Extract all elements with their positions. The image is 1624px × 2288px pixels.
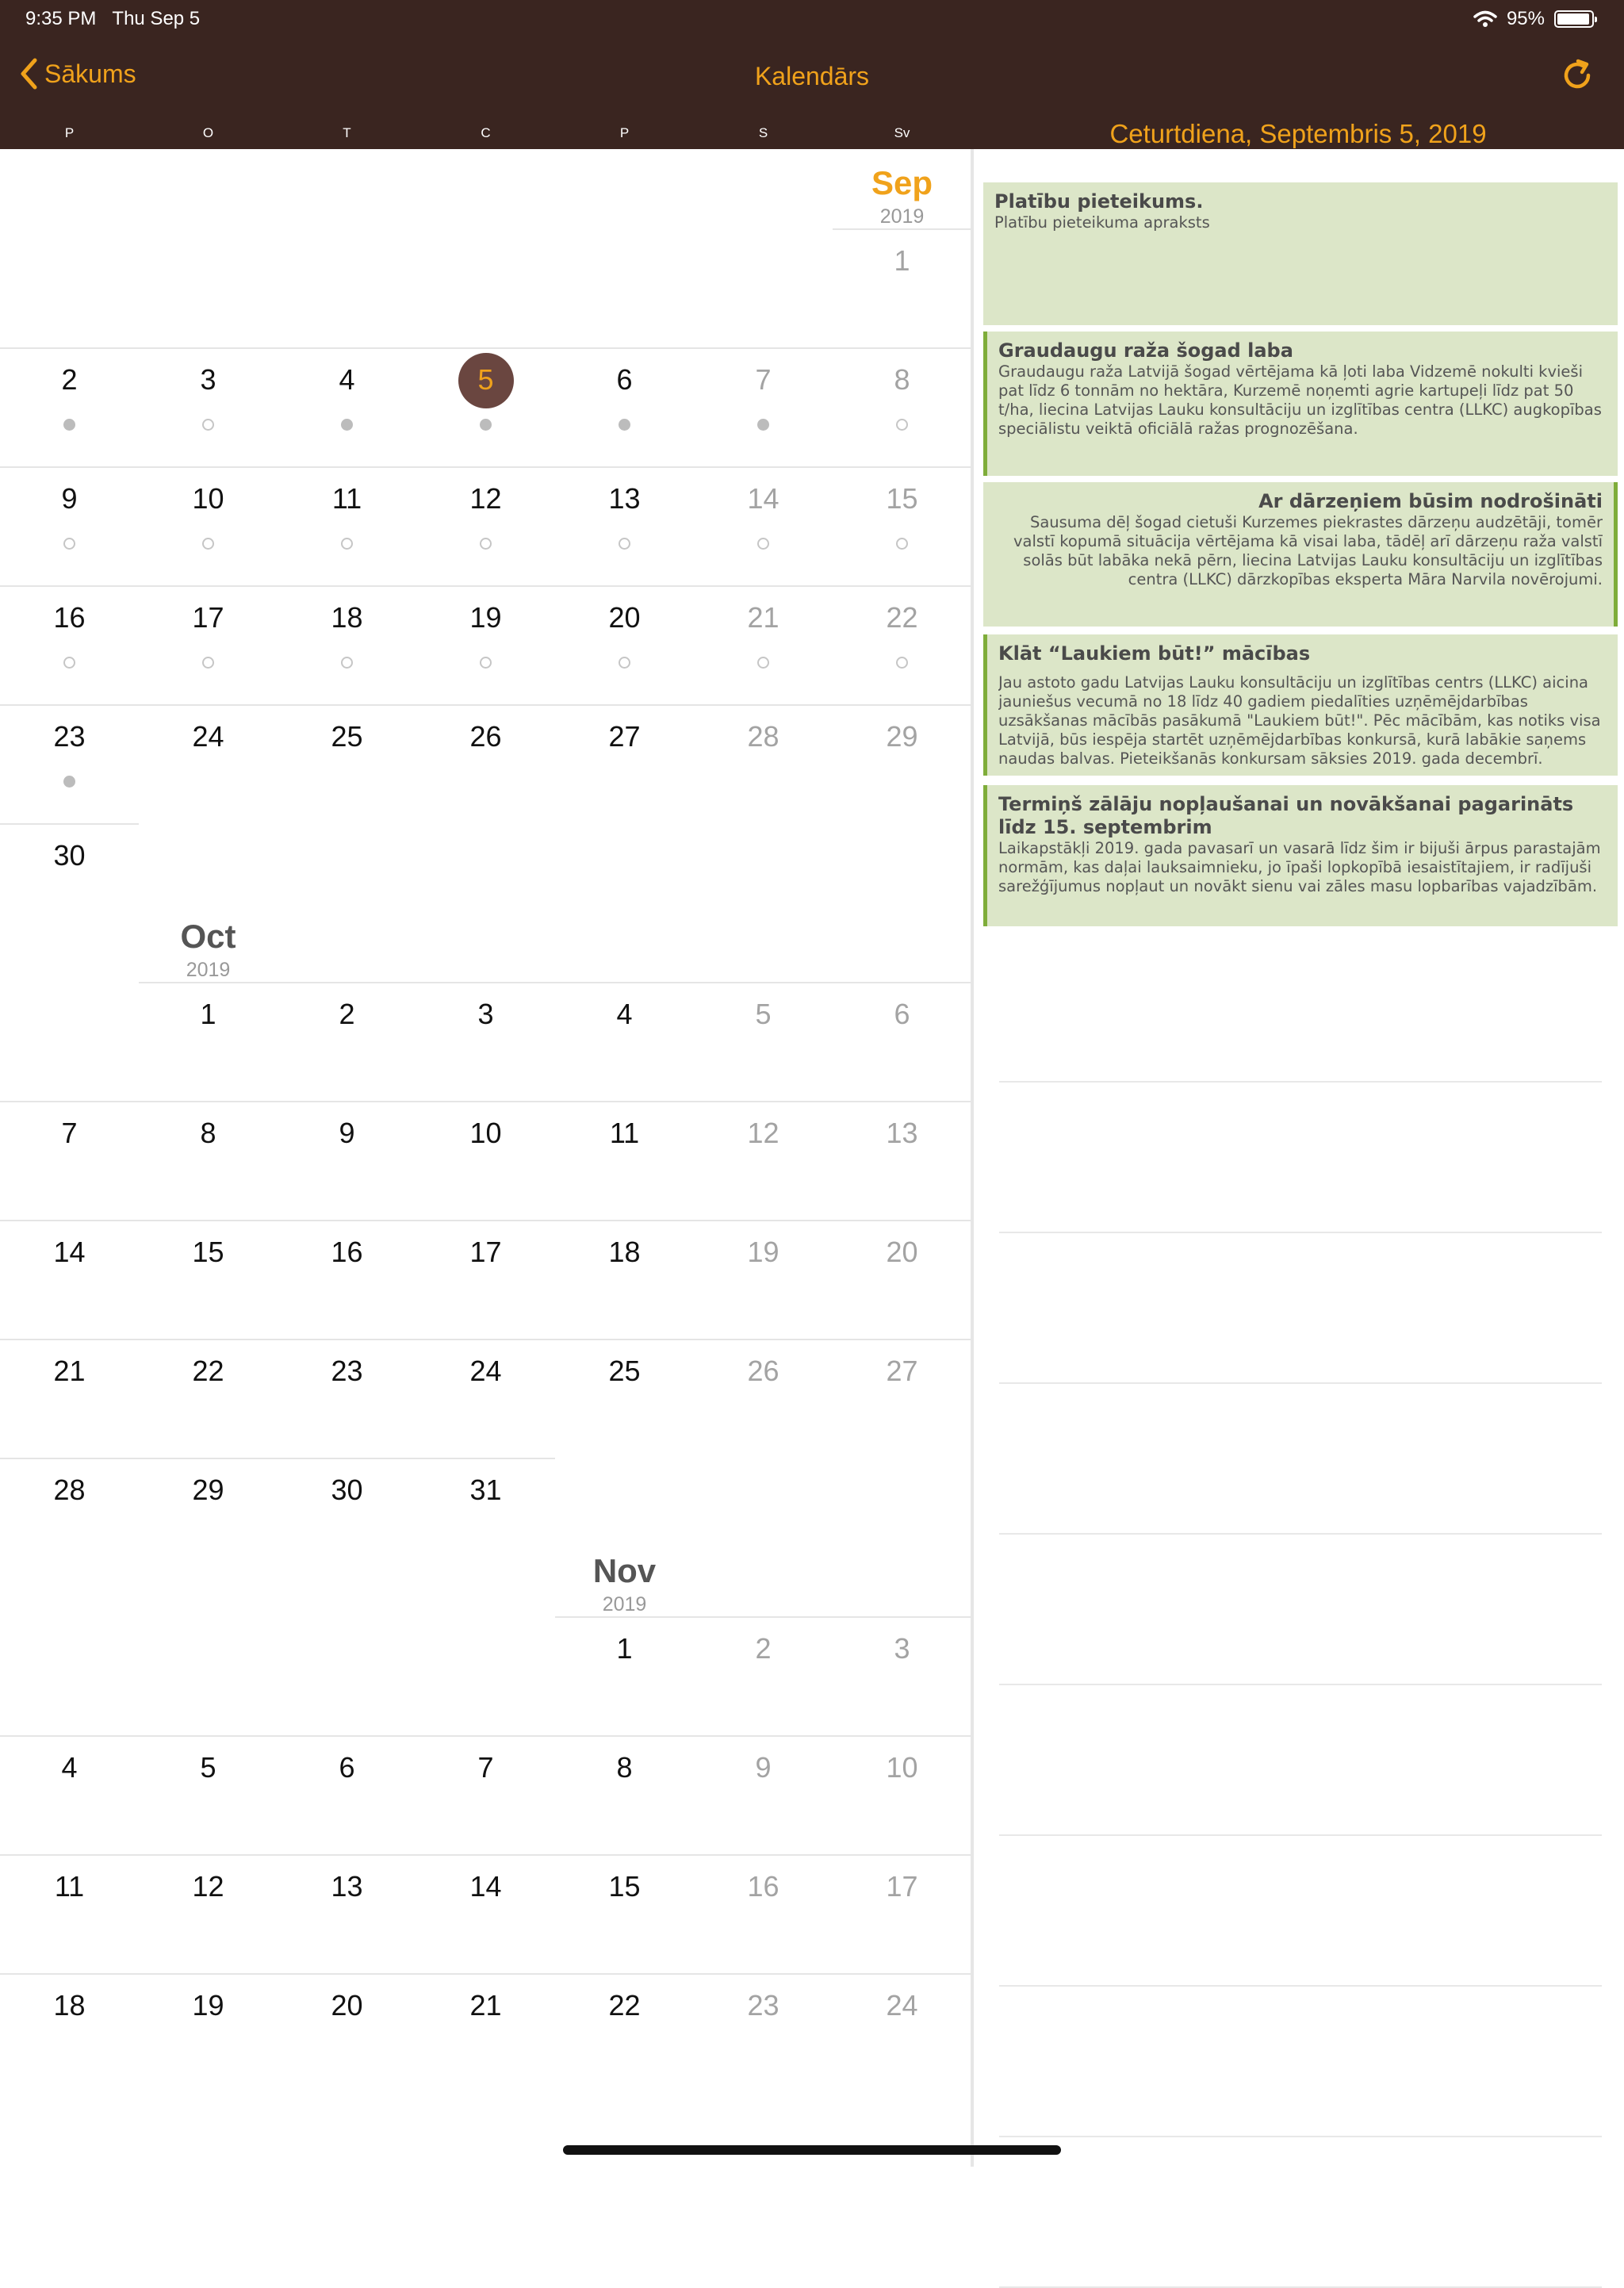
calendar-day[interactable]: 16 [53, 601, 86, 634]
week-separator [0, 704, 971, 706]
event-title: Ar dārzeņiem būsim nodrošināti [1258, 490, 1603, 512]
calendar-day[interactable]: 20 [886, 1236, 918, 1268]
calendar-day[interactable]: 22 [886, 601, 918, 634]
weekday-label: O [202, 125, 214, 140]
home-indicator [563, 2145, 1061, 2155]
calendar-day[interactable]: 29 [192, 1474, 224, 1506]
event-dot [757, 538, 769, 550]
month-name: Nov [592, 1552, 657, 1589]
event-dot [896, 419, 908, 431]
calendar-day[interactable]: 30 [331, 1474, 363, 1506]
month-year: 2019 [186, 959, 231, 981]
month-name: Oct [180, 918, 236, 955]
month-year: 2019 [879, 205, 925, 228]
calendar-day[interactable]: 7 [61, 1117, 78, 1149]
event-dot [480, 657, 492, 669]
event-description: Jau astoto gadu Latvijas Lauku konsultāciju un izglītības centrs (LLKC) aicina jauniešus vecumā no 18 līdz 40 gadiem piedalīties uzņēmējdarbības uzsākšanas mācībās pasākumā "Laukiem būt!". Pēc mācībām, kas notiks visa Latvijā, būs iespēja startēt uzņēmējdarbības konkursā, kurā labākie saņems naudas balvas. Pieteikšanās konkursam sāksies 2019. gada decembrī. [998, 673, 1601, 768]
refresh-button[interactable] [1559, 57, 1595, 98]
calendar-day[interactable]: 12 [192, 1870, 224, 1903]
event-dot [896, 538, 908, 550]
empty-row-separator [999, 1684, 1602, 1685]
month-name: Sep [871, 164, 933, 201]
calendar-day[interactable]: 22 [608, 1989, 641, 2022]
calendar-day[interactable]: 2 [755, 1632, 772, 1665]
event-card[interactable] [983, 182, 1618, 325]
calendar-day[interactable]: 8 [200, 1117, 216, 1149]
event-list[interactable] [974, 149, 1624, 2167]
weekday-label: P [619, 125, 630, 140]
calendar-day[interactable]: 8 [894, 363, 910, 396]
calendar-day[interactable]: 25 [608, 1355, 641, 1387]
calendar-day[interactable]: 12 [747, 1117, 779, 1149]
refresh-icon [1559, 57, 1595, 94]
calendar-day[interactable]: 24 [192, 720, 224, 753]
calendar-day[interactable]: 18 [331, 601, 363, 634]
calendar-day[interactable]: 18 [608, 1236, 641, 1268]
week-separator [0, 1973, 971, 1975]
event-dot [757, 657, 769, 669]
calendar-day[interactable]: 19 [747, 1236, 779, 1268]
calendar-day[interactable]: 7 [477, 1751, 494, 1784]
week-separator [833, 228, 971, 230]
calendar-day[interactable]: 1 [616, 1632, 633, 1665]
week-separator [0, 823, 139, 825]
calendar-day[interactable]: 13 [331, 1870, 363, 1903]
calendar-day[interactable]: 27 [608, 720, 641, 753]
event-card[interactable] [983, 482, 1618, 627]
calendar-day[interactable]: 10 [469, 1117, 502, 1149]
calendar-day[interactable]: 24 [469, 1355, 502, 1387]
calendar-day[interactable]: 14 [469, 1870, 502, 1903]
week-separator [0, 1339, 971, 1340]
status-indicators [1473, 8, 1594, 30]
week-separator [0, 347, 971, 349]
calendar-day[interactable]: 19 [192, 1989, 224, 2022]
event-title: Platību pieteikums. [994, 190, 1204, 213]
calendar-day[interactable]: 10 [886, 1751, 918, 1784]
event-dot [341, 657, 353, 669]
battery-percent: 95% [1506, 8, 1545, 29]
weekday-label: S [758, 125, 768, 140]
calendar-day[interactable]: 3 [200, 363, 216, 396]
event-dot [202, 538, 214, 550]
event-dot [202, 419, 214, 431]
top-bar [0, 0, 1624, 149]
calendar-day[interactable]: 23 [747, 1989, 779, 2022]
event-dot [63, 538, 75, 550]
event-description: Graudaugu raža Latvijā šogad vērtējama kā ļoti laba Vidzemē nokulti kvieši pat līdz 6 tonnām no hektāra, Kurzemē noņemti agrie kartupeļi līdz pat 50 t/ha, liecina Latvijas Lauku konsultāciju un izglītības centra (LLKC) augkopības speciālistu veiktā oficiālā ražas prognozēšana. [998, 362, 1602, 438]
calendar-day[interactable]: 1 [894, 244, 910, 277]
event-card[interactable] [983, 332, 1618, 476]
calendar-day[interactable]: 10 [192, 482, 224, 515]
calendar-day[interactable]: 27 [886, 1355, 918, 1387]
event-title: Klāt “Laukiem būt!” mācības [998, 642, 1311, 665]
event-dot [202, 657, 214, 669]
week-separator [0, 466, 971, 468]
back-button-label: Sākums [44, 59, 136, 88]
event-dot [757, 419, 769, 431]
calendar-day[interactable]: 15 [192, 1236, 224, 1268]
event-dot [619, 538, 630, 550]
calendar-day[interactable]: 22 [192, 1355, 224, 1387]
calendar-day[interactable]: 17 [192, 601, 224, 634]
event-card[interactable] [983, 634, 1618, 776]
weekday-label: Sv [894, 125, 910, 140]
calendar-day[interactable]: 25 [331, 720, 363, 753]
empty-row-separator [999, 2136, 1602, 2137]
event-dot [63, 657, 75, 669]
calendar-day[interactable]: 11 [609, 1117, 640, 1149]
weekday-header [0, 125, 971, 143]
calendar-day[interactable]: 4 [61, 1751, 78, 1784]
empty-row-separator [999, 1985, 1602, 1987]
calendar-day[interactable]: 2 [61, 363, 78, 396]
calendar-grid[interactable] [0, 149, 971, 2167]
event-dot [619, 419, 630, 431]
calendar-day[interactable]: 3 [894, 1632, 910, 1665]
selected-day-heading: Ceturtdiena, Septembris 5, 2019 [1109, 119, 1487, 148]
wifi-icon [1473, 10, 1497, 28]
calendar-day[interactable]: 24 [886, 1989, 918, 2022]
calendar-day[interactable]: 6 [616, 363, 633, 396]
calendar-day[interactable]: 18 [53, 1989, 86, 2022]
event-dot [896, 657, 908, 669]
calendar-day[interactable]: 16 [747, 1870, 779, 1903]
calendar-day[interactable]: 5 [200, 1751, 216, 1784]
week-separator [0, 1220, 971, 1221]
calendar-day[interactable]: 21 [53, 1355, 86, 1387]
empty-row-separator [999, 1081, 1602, 1083]
empty-row-separator [999, 1382, 1602, 1384]
calendar-day[interactable]: 21 [747, 601, 779, 634]
empty-row-separator [999, 1533, 1602, 1535]
week-separator [0, 1735, 971, 1737]
week-separator [139, 982, 971, 983]
status-time: 9:35 PM Thu Sep 5 [25, 8, 201, 29]
calendar-day[interactable]: 9 [755, 1751, 772, 1784]
week-separator [0, 1458, 555, 1459]
event-description: Sausuma dēļ šogad cietuši Kurzemes piekrastes dārzeņu audzētāji, tomēr valstī kopumā situācija vērtējama kā visai laba, tādēļ arī dārzeņu raža valstī solās būt labāka nekā pērn, liecina Latvijas Lauku konsultāciju un izglītības centra (LLKC) dārzkopības eksperta Māra Narvila novērojumi. [1013, 513, 1603, 588]
calendar-day[interactable]: 6 [894, 998, 910, 1030]
event-dot [63, 776, 75, 788]
calendar-day[interactable]: 4 [616, 998, 633, 1030]
calendar-day[interactable]: 29 [886, 720, 918, 753]
week-separator [555, 1616, 971, 1618]
calendar-day[interactable]: 28 [53, 1474, 86, 1506]
week-separator [0, 585, 971, 587]
calendar-day[interactable]: 6 [339, 1751, 355, 1784]
calendar-day[interactable]: 13 [886, 1117, 918, 1149]
event-card[interactable] [983, 785, 1618, 926]
event-description: Laikapstākļi 2019. gada pavasarī un vasarā līdz šim ir bijuši ārpus parastajām normām, kas daļai lauksaimnieku, jo īpaši lopkopībā iesaistītajiem, ir radījuši sarežģījumus nopļaut un novākt sienu vai zāles masu lopbarības vajadzībām. [998, 839, 1601, 895]
calendar-day[interactable]: 7 [755, 363, 772, 396]
weekday-label: P [64, 125, 75, 140]
calendar-day[interactable]: 30 [53, 839, 86, 872]
calendar-day[interactable]: 1 [200, 998, 216, 1030]
event-dot [619, 657, 630, 669]
calendar-day[interactable]: 5 [477, 363, 494, 396]
calendar-day[interactable]: 8 [616, 1751, 633, 1784]
calendar-day[interactable]: 17 [469, 1236, 502, 1268]
calendar-day[interactable]: 15 [608, 1870, 641, 1903]
calendar-day[interactable]: 21 [469, 1989, 502, 2022]
calendar-day[interactable]: 16 [331, 1236, 363, 1268]
calendar-day[interactable]: 13 [608, 482, 641, 515]
calendar-day[interactable]: 9 [339, 1117, 355, 1149]
event-description: Platību pieteikuma apraksts [994, 213, 1210, 232]
event-title: Graudaugu raža šogad laba [998, 339, 1293, 362]
calendar-day[interactable]: 12 [469, 482, 502, 515]
calendar-day[interactable]: 15 [886, 482, 918, 515]
week-separator [0, 1101, 971, 1102]
event-dot [480, 419, 492, 431]
event-dot [480, 538, 492, 550]
calendar-day[interactable]: 2 [339, 998, 355, 1030]
calendar-day[interactable]: 17 [886, 1870, 918, 1903]
calendar-day[interactable]: 20 [608, 601, 641, 634]
calendar-day[interactable]: 11 [331, 482, 362, 515]
event-dot [341, 538, 353, 550]
month-year: 2019 [602, 1593, 647, 1615]
calendar-day[interactable]: 5 [755, 998, 772, 1030]
calendar-day[interactable]: 19 [469, 601, 502, 634]
calendar-day[interactable]: 3 [477, 998, 494, 1030]
calendar-day[interactable]: 20 [331, 1989, 363, 2022]
calendar-day[interactable]: 14 [53, 1236, 86, 1268]
battery-icon [1554, 10, 1594, 28]
event-dot [341, 419, 353, 431]
weekday-label: C [481, 125, 491, 140]
event-dot [63, 419, 75, 431]
calendar-day[interactable]: 14 [747, 482, 779, 515]
calendar-day[interactable]: 23 [331, 1355, 363, 1387]
calendar-day[interactable]: 11 [54, 1870, 85, 1903]
calendar-day[interactable]: 31 [469, 1474, 502, 1506]
calendar-day[interactable]: 9 [61, 482, 78, 515]
calendar-day[interactable]: 28 [747, 720, 779, 753]
event-title: Termiņš zālāju nopļaušanai un novākšanai pagarināts līdz 15. septembrim [998, 793, 1574, 838]
weekday-label: T [343, 125, 351, 140]
page-title: Kalendārs [754, 62, 870, 90]
empty-row-separator [999, 1834, 1602, 1836]
calendar-day[interactable]: 23 [53, 720, 86, 753]
calendar-day[interactable]: 26 [469, 720, 502, 753]
calendar-day[interactable]: 4 [339, 363, 355, 396]
week-separator [0, 1854, 971, 1856]
calendar-day[interactable]: 26 [747, 1355, 779, 1387]
empty-row-separator [999, 1232, 1602, 1233]
